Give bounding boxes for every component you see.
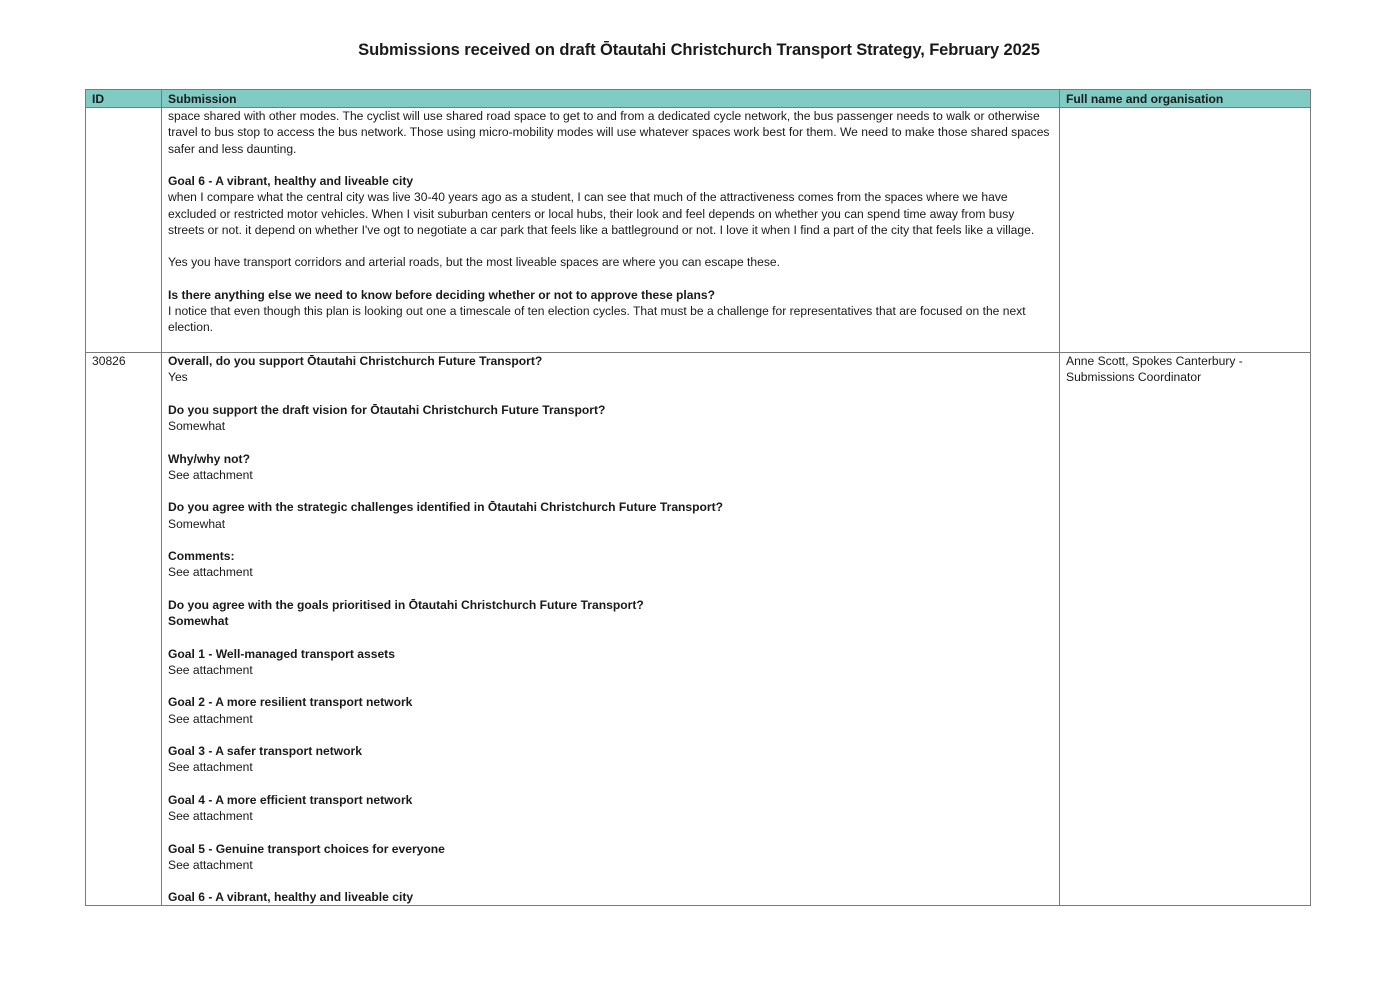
question-text: Comments:	[168, 549, 235, 563]
question-text: Goal 3 - A safer transport network	[168, 744, 362, 758]
answer-text: See attachment	[168, 809, 253, 823]
submissions-table	[85, 89, 1311, 906]
qa-item	[168, 451, 1053, 484]
table-row	[86, 353, 1311, 906]
goal6-heading: Goal 6 - A vibrant, healthy and liveable city	[168, 174, 414, 188]
qa-list	[168, 353, 1053, 905]
question-text: Goal 2 - A more resilient transport network	[168, 695, 413, 710]
column-header-submission: Submission	[162, 90, 1060, 108]
cell-id: 30826	[86, 353, 162, 906]
qa-item	[168, 646, 1053, 679]
question-text: Overall, do you support Ōtautahi Christchurch Future Transport?	[168, 354, 543, 368]
question-text: Goal 6 - A vibrant, healthy and liveable city	[168, 890, 414, 905]
answer-text: See attachment	[168, 857, 253, 872]
cell-name	[1060, 108, 1311, 353]
corridors-text: Yes you have transport corridors and arterial roads, but the most liveable spaces are where you can escape these.	[168, 255, 780, 270]
question-text: Goal 5 - Genuine transport choices for everyone	[168, 841, 445, 856]
answer-text: Somewhat	[168, 614, 229, 628]
question-text: Do you support the draft vision for Ōtautahi Christchurch Future Transport?	[168, 402, 606, 417]
answer-text: See attachment	[168, 467, 253, 482]
answer-text: See attachment	[168, 662, 253, 677]
anything-else-answer: I notice that even though this plan is looking out one a timescale of ten election cycles. That must be a challenge for representatives that are focused on the next election.	[168, 304, 1026, 335]
cell-name: Anne Scott, Spokes Canterbury - Submissions Coordinator	[1060, 353, 1311, 906]
answer-text: Yes	[168, 370, 188, 385]
question-text: Goal 4 - A more efficient transport network	[168, 792, 413, 807]
answer-text: Somewhat	[168, 419, 226, 433]
question-text: Why/why not?	[168, 451, 250, 466]
goal6-block	[168, 173, 1053, 238]
submission-continuation-text: space shared with other modes. The cyclist will use shared road space to get to and from a dedicated cycle network, the bus passenger needs to walk or otherwise travel to bus stop to access the bus network. Those using micro-mobility modes will use whatever spaces work best for them. We need to make those shared spaces safer and less daunting.	[168, 109, 1050, 156]
column-header-name: Full name and organisation	[1060, 90, 1311, 108]
goal6-text: when I compare what the central city was live 30-40 years ago as a student, I can see that much of the attractiveness comes from the spaces where we have excluded or restricted motor vehicles. When I visit suburban centers or local hubs, their look and feel depends on whether you can spend time away from busy streets or not. it depend on whether I've ogt to negotiate a car park that feels like a battleground or not. I love it when I find a part of the city that feels like a village.	[168, 190, 1035, 237]
question-text: Do you agree with the strategic challenges identified in Ōtautahi Christchurch Future Transport?	[168, 500, 724, 515]
qa-item	[168, 792, 1053, 825]
answer-text: See attachment	[168, 565, 253, 580]
cell-id	[86, 108, 162, 353]
qa-item	[168, 889, 1053, 905]
answer-text: Somewhat	[168, 516, 226, 531]
qa-item	[168, 694, 1053, 727]
page-title: Submissions received on draft Ōtautahi Christchurch Transport Strategy, February 2025	[358, 41, 1040, 59]
qa-item	[168, 743, 1053, 776]
qa-item	[168, 353, 1053, 386]
qa-item	[168, 841, 1053, 874]
question-text: Do you agree with the goals prioritised in Ōtautahi Christchurch Future Transport?	[168, 597, 644, 612]
cell-submission	[162, 353, 1060, 906]
table-header-row	[86, 90, 1311, 108]
anything-else-block	[168, 287, 1053, 336]
column-header-id: ID	[86, 90, 162, 108]
qa-item	[168, 597, 1053, 630]
table-row	[86, 108, 1311, 353]
question-text: Goal 1 - Well-managed transport assets	[168, 646, 395, 661]
answer-text: See attachment	[168, 711, 253, 726]
qa-item	[168, 499, 1053, 532]
answer-text: See attachment	[168, 760, 253, 775]
cell-submission	[162, 108, 1060, 353]
anything-else-question: Is there anything else we need to know before deciding whether or not to approve these plans?	[168, 287, 716, 302]
qa-item	[168, 548, 1053, 581]
qa-item	[168, 402, 1053, 435]
